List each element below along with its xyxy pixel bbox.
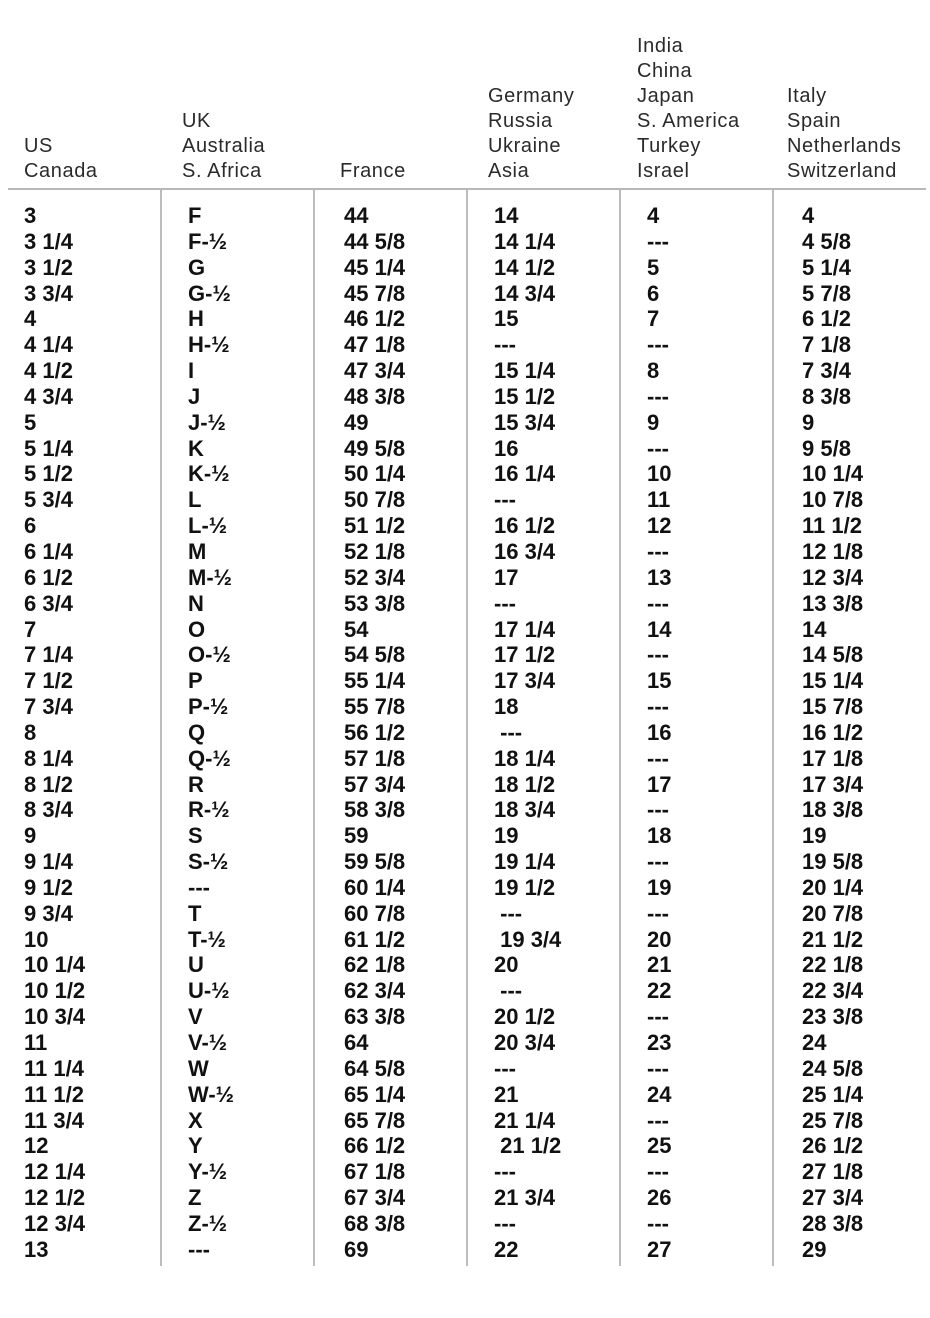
table-cell: Y-½ [188,1159,228,1185]
table-cell: R [188,771,204,797]
table-cell: 18 3/8 [802,797,864,823]
table-cell: 27 3/4 [802,1185,864,1211]
header-italy-spain-netherlands-switzerland [787,84,901,184]
table-cell: 52 1/8 [344,538,406,564]
header-label: US [24,135,53,157]
table-cell: 13 [24,1236,49,1262]
table-cell: Q [188,719,206,745]
header-label: UK [182,110,211,132]
header-us-canada [24,134,98,184]
table-cell: 12 3/4 [24,1210,86,1236]
table-cell: 24 [647,1081,672,1107]
table-cell: 18 1/4 [494,745,556,771]
table-cell: 10 3/4 [24,1004,86,1030]
table-cell: 19 1/4 [494,849,556,875]
table-cell: O-½ [188,642,231,668]
table-cell: T [188,900,202,926]
table-cell: 58 3/8 [344,797,406,823]
header-label: Netherlands [787,135,902,157]
table-cell: 49 5/8 [344,435,406,461]
column-us-canada [24,203,85,1263]
table-cell: 11 [24,1030,48,1055]
table-cell: 21 1/4 [494,1107,556,1133]
table-cell: 9 1/4 [24,849,73,875]
table-cell: L-½ [188,513,228,539]
table-cell: 4 1/2 [24,358,73,384]
table-cell: 5 1/4 [24,435,73,461]
table-cell: V-½ [188,1030,228,1055]
table-cell: 25 1/4 [802,1081,864,1107]
table-cell: 24 5/8 [802,1055,864,1081]
table-cell: 25 7/8 [802,1107,864,1133]
table-cell: P-½ [188,694,229,720]
table-cell: 20 [647,926,672,952]
header-label: S. Africa [182,160,262,182]
table-cell: --- [494,1055,516,1081]
table-cell: 14 [802,616,827,642]
header-label: Australia [182,135,266,157]
table-cell: 19 3/4 [494,926,562,952]
table-cell: 22 1/8 [802,952,864,978]
table-cell: 12 [647,513,672,539]
table-cell: S [188,823,203,849]
table-cell: 14 1/4 [494,228,556,254]
table-cell: 65 7/8 [344,1107,406,1133]
table-cell: 46 1/2 [344,306,406,332]
column-germany-russia-ukraine-asia [494,203,561,1263]
table-cell: 17 [494,564,519,590]
table-cell: S-½ [188,849,229,875]
table-cell: U-½ [188,978,230,1004]
table-cell: 7 [24,616,37,642]
column-france [344,203,405,1263]
table-cell: --- [494,1210,516,1236]
table-cell: 68 3/8 [344,1210,406,1236]
table-cell: P [188,668,203,694]
table-cell: 7 [647,306,660,332]
table-cell: L [188,487,202,513]
table-cell: 8 [647,358,660,384]
table-cell: 7 3/4 [24,694,73,720]
table-cell: --- [647,1210,669,1236]
column-india-china-japan-samerica-turkey-israel [647,203,671,1263]
header-label: Russia [488,110,553,132]
table-cell: 12 1/4 [24,1159,86,1185]
table-cell: 5 1/2 [24,461,73,487]
table-cell: --- [647,590,669,616]
column-divider [313,190,315,1266]
table-cell: --- [494,487,516,513]
table-cell: 6 [647,280,660,306]
table-cell: --- [188,874,210,900]
table-cell: 26 [647,1185,672,1211]
table-cell: 66 1/2 [344,1133,406,1159]
table-cell: 55 1/4 [344,668,406,694]
column-uk-australia-safrica [188,203,234,1263]
table-cell: 19 [647,874,672,900]
table-cell: W-½ [188,1081,234,1107]
header-label: Ukraine [488,135,562,157]
table-cell: --- [647,797,669,823]
table-cell: 27 [647,1236,672,1262]
table-cell: 59 5/8 [344,849,406,875]
table-cell: 24 [802,1030,827,1055]
table-cell: 21 [647,952,672,978]
table-cell: --- [647,1107,669,1133]
header-india-china-japan-samerica-turkey-israel [637,34,740,184]
table-cell: 21 [494,1081,519,1107]
table-cell: 60 7/8 [344,900,406,926]
table-cell: 20 7/8 [802,900,864,926]
table-cell: G-½ [188,280,231,306]
table-cell: Z [188,1185,202,1211]
table-cell: 45 7/8 [344,280,406,306]
table-cell: 11 [647,487,671,513]
table-cell: G [188,254,206,280]
table-cell: 49 [344,409,369,435]
table-cell: 14 5/8 [802,642,864,668]
table-cell: 10 [24,926,49,952]
table-cell: 13 [647,564,672,590]
table-cell: 17 1/2 [494,642,556,668]
table-cell: 28 3/8 [802,1210,864,1236]
header-label: France [340,160,406,182]
table-cell: M-½ [188,564,232,590]
table-cell: 10 1/2 [24,978,86,1004]
table-cell: 18 [647,823,672,849]
table-cell: 20 1/4 [802,874,864,900]
table-cell: 60 1/4 [344,874,406,900]
table-cell: J-½ [188,409,226,435]
table-cell: 25 [647,1133,672,1159]
table-cell: 10 7/8 [802,487,864,513]
table-cell: --- [647,642,669,668]
table-cell: 15 1/4 [802,668,864,694]
table-cell: 15 7/8 [802,694,864,720]
table-cell: 20 3/4 [494,1030,556,1055]
table-cell: 11 1/2 [24,1081,84,1107]
table-cell: 9 1/2 [24,874,73,900]
table-cell: 4 1/4 [24,332,73,358]
table-cell: 18 [494,694,519,720]
column-italy-spain-netherlands-switzerland [802,203,863,1263]
table-cell: --- [494,332,516,358]
table-cell: 67 1/8 [344,1159,406,1185]
table-cell: R-½ [188,797,230,823]
table-cell: --- [647,900,669,926]
table-cell: 17 3/4 [494,668,556,694]
header-france [340,159,406,184]
table-cell: 21 3/4 [494,1185,556,1211]
header-label: Canada [24,160,98,182]
column-divider [772,190,774,1266]
table-cell: 6 3/4 [24,590,73,616]
table-cell: 12 3/4 [802,564,864,590]
table-cell: 13 3/8 [802,590,864,616]
table-cell: H [188,306,204,332]
table-cell: 4 [647,203,660,228]
table-cell: 11 1/2 [802,513,862,539]
table-cell: 50 7/8 [344,487,406,513]
table-cell: 8 [24,719,37,745]
header-label: Japan [637,85,695,107]
table-cell: 5 [24,409,37,435]
table-cell: 12 [24,1133,49,1159]
table-cell: 4 [24,306,37,332]
table-cell: --- [647,1055,669,1081]
table-cell: 22 [647,978,672,1004]
table-cell: 7 1/8 [802,332,851,358]
table-cell: Q-½ [188,745,231,771]
table-cell: F-½ [188,228,228,254]
table-cell: 12 1/2 [24,1185,86,1211]
table-cell: 61 1/2 [344,926,406,952]
table-cell: 16 1/2 [802,719,864,745]
table-cell: --- [647,383,669,409]
table-cell: 20 1/2 [494,1004,556,1030]
table-cell: 44 5/8 [344,228,406,254]
table-cell: 16 1/2 [494,513,556,539]
table-cell: K [188,435,204,461]
table-cell: --- [647,1159,669,1185]
table-cell: M [188,538,207,564]
table-cell: 7 1/2 [24,668,73,694]
table-cell: 59 [344,823,369,849]
table-cell: 23 [647,1030,672,1055]
table-cell: 9 [647,409,660,435]
table-cell: 9 [802,409,815,435]
table-cell: 9 5/8 [802,435,851,461]
header-uk-australia-safrica [182,109,265,184]
table-cell: 8 1/4 [24,745,73,771]
header-label: Spain [787,110,842,132]
table-cell: 47 3/4 [344,358,406,384]
table-cell: 22 3/4 [802,978,864,1004]
table-cell: T-½ [188,926,226,952]
header-label: Turkey [637,135,701,157]
table-cell: 10 1/4 [802,461,864,487]
table-cell: --- [647,228,669,254]
table-cell: N [188,590,204,616]
table-cell: 26 1/2 [802,1133,864,1159]
table-cell: 7 1/4 [24,642,73,668]
table-cell: 5 7/8 [802,280,851,306]
header-germany-russia-ukraine-asia [488,84,574,184]
table-cell: 62 3/4 [344,978,406,1004]
table-cell: 20 [494,952,519,978]
table-cell: --- [647,538,669,564]
table-cell: --- [494,978,523,1004]
table-cell: F [188,203,202,228]
table-cell: 64 5/8 [344,1055,406,1081]
table-cell: 15 1/2 [494,383,556,409]
table-cell: --- [647,1004,669,1030]
table-cell: 47 1/8 [344,332,406,358]
table-cell: 17 [647,771,672,797]
table-cell: 50 1/4 [344,461,406,487]
table-cell: --- [647,435,669,461]
table-cell: 6 1/2 [802,306,851,332]
table-cell: 45 1/4 [344,254,406,280]
table-cell: U [188,952,204,978]
table-cell: 10 1/4 [24,952,86,978]
table-cell: H-½ [188,332,230,358]
column-divider [160,190,162,1266]
table-cell: 44 [344,203,369,228]
table-cell: 48 3/8 [344,383,406,409]
table-cell: 16 [494,435,519,461]
header-label: S. America [637,110,740,132]
table-cell: W [188,1055,209,1081]
table-cell: 27 1/8 [802,1159,864,1185]
table-cell: 14 [647,616,672,642]
table-cell: --- [647,694,669,720]
table-cell: --- [647,332,669,358]
table-cell: 21 1/2 [802,926,864,952]
table-cell: J [188,383,201,409]
table-cell: 6 1/2 [24,564,73,590]
table-cell: 54 5/8 [344,642,406,668]
table-cell: 14 [494,203,519,228]
header-label: Germany [488,85,575,107]
header-label: India [637,35,684,57]
table-cell: 8 1/2 [24,771,73,797]
table-cell: --- [647,745,669,771]
table-cell: 14 1/2 [494,254,556,280]
table-cell: 8 3/4 [24,797,73,823]
header-label: Switzerland [787,160,897,182]
table-cell: 14 3/4 [494,280,556,306]
table-cell: 5 [647,254,660,280]
table-cell: V [188,1004,203,1030]
table-cell: 18 3/4 [494,797,556,823]
table-cell: 11 3/4 [24,1107,84,1133]
table-cell: 62 1/8 [344,952,406,978]
column-divider [619,190,621,1266]
table-cell: 56 1/2 [344,719,406,745]
table-cell: 22 [494,1236,519,1262]
table-cell: 19 5/8 [802,849,864,875]
table-cell: I [188,358,195,384]
table-cell: 16 3/4 [494,538,556,564]
header-label: Israel [637,160,690,182]
table-cell: --- [494,1159,516,1185]
table-cell: 3 1/4 [24,228,73,254]
table-cell: 21 1/2 [494,1133,562,1159]
table-cell: 9 [24,823,37,849]
table-cell: 19 [802,823,827,849]
table-cell: 19 1/2 [494,874,556,900]
table-cell: 7 3/4 [802,358,851,384]
table-cell: 16 1/4 [494,461,556,487]
table-cell: 9 3/4 [24,900,73,926]
table-cell: 4 [802,203,815,228]
table-cell: 15 1/4 [494,358,556,384]
column-divider [466,190,468,1266]
table-cell: 54 [344,616,369,642]
table-cell: O [188,616,206,642]
table-cell: 15 3/4 [494,409,556,435]
table-cell: --- [188,1236,210,1262]
table-cell: 57 3/4 [344,771,406,797]
table-cell: 18 1/2 [494,771,556,797]
table-cell: 10 [647,461,672,487]
table-cell: 64 [344,1030,369,1055]
table-cell: 4 3/4 [24,383,73,409]
table-cell: 3 [24,203,37,228]
table-cell: 19 [494,823,519,849]
table-cell: 6 1/4 [24,538,73,564]
table-cell: 69 [344,1236,369,1262]
table-cell: K-½ [188,461,230,487]
table-cell: Z-½ [188,1210,228,1236]
table-cell: 23 3/8 [802,1004,864,1030]
table-cell: X [188,1107,203,1133]
table-cell: 55 7/8 [344,694,406,720]
header-label: China [637,60,693,82]
table-cell: 12 1/8 [802,538,864,564]
table-cell: --- [494,900,523,926]
table-cell: --- [494,590,516,616]
table-cell: 15 [647,668,672,694]
table-cell: 15 [494,306,519,332]
table-cell: Y [188,1133,203,1159]
table-cell: 65 1/4 [344,1081,406,1107]
table-cell: 67 3/4 [344,1185,406,1211]
table-cell: 5 1/4 [802,254,851,280]
table-cell: --- [494,719,523,745]
table-cell: 4 5/8 [802,228,851,254]
header-label: Italy [787,85,827,107]
table-cell: 53 3/8 [344,590,406,616]
table-header [0,34,930,184]
table-cell: 52 3/4 [344,564,406,590]
header-label: Asia [488,160,530,182]
table-cell: 57 1/8 [344,745,406,771]
table-cell: 29 [802,1236,827,1262]
table-cell: 17 1/4 [494,616,556,642]
table-cell: 8 3/8 [802,383,851,409]
table-cell: 6 [24,513,37,539]
table-cell: --- [647,849,669,875]
table-cell: 63 3/8 [344,1004,406,1030]
table-cell: 5 3/4 [24,487,73,513]
table-cell: 17 1/8 [802,745,864,771]
table-cell: 3 3/4 [24,280,73,306]
table-cell: 3 1/2 [24,254,73,280]
table-cell: 16 [647,719,672,745]
table-cell: 51 1/2 [344,513,406,539]
table-cell: 11 1/4 [24,1055,84,1081]
table-cell: 17 3/4 [802,771,864,797]
